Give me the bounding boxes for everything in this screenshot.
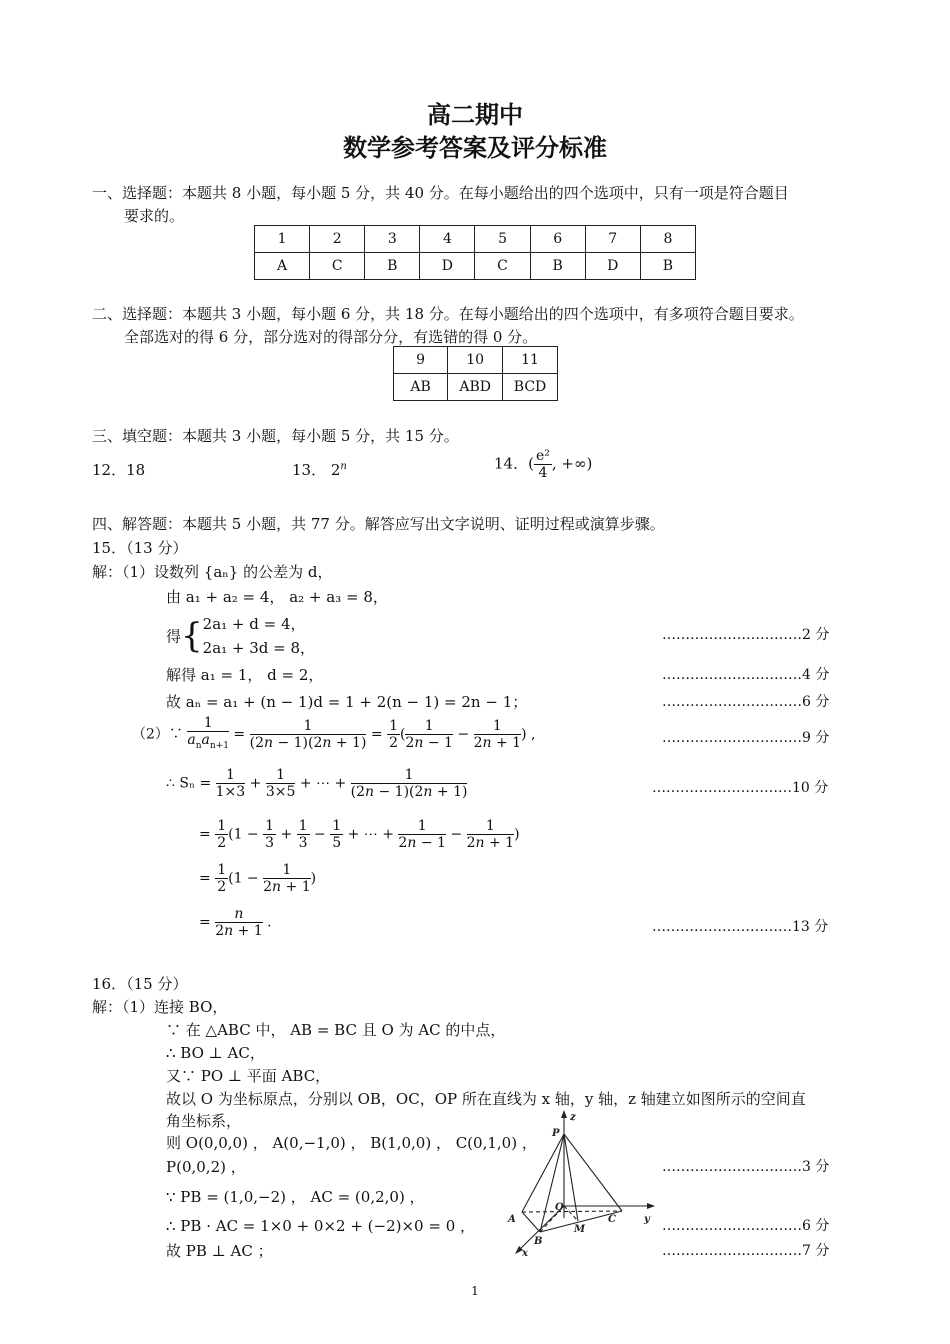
- table-cell: 8: [640, 226, 695, 253]
- score-mark: …………………………4 分: [662, 667, 830, 683]
- table-cell: 1: [255, 226, 310, 253]
- q15-simplify: = $\frac{1}{2}$ (1 − $\frac{1}{2n + 1}$ ): [199, 862, 317, 895]
- page-title: 高二期中: [427, 101, 523, 129]
- page-subtitle: 数学参考答案及评分标准: [343, 134, 607, 162]
- q13-exp: n: [340, 461, 347, 472]
- q13-answer: [292, 459, 347, 480]
- q15-sn-label: ∴ Sₙ =: [166, 775, 212, 792]
- fig-label-B: B: [534, 1236, 543, 1247]
- score-mark: …………………………13 分: [652, 919, 829, 935]
- table-cell: B: [365, 253, 420, 280]
- fig-label-y: y: [644, 1214, 650, 1225]
- q12-answer: 12．18: [92, 461, 146, 479]
- pyramid-figure: [500, 1108, 660, 1258]
- table-cell: A: [255, 253, 310, 280]
- q16-header: 16．（15 分）: [92, 975, 188, 993]
- table-cell: 4: [420, 226, 475, 253]
- table-cell: 7: [585, 226, 640, 253]
- q14-answer: [494, 448, 592, 481]
- table-cell: B: [640, 253, 695, 280]
- table-row: [394, 374, 558, 401]
- q15-part2-label: （2）∵: [132, 726, 183, 743]
- q15-general-term: 故 aₙ = a₁ + (n − 1)d = 1 + 2(n − 1) = 2n − 1；: [166, 693, 528, 711]
- q14-label: 14．: [494, 454, 529, 473]
- q15-de: 得: [166, 627, 182, 646]
- q14-denominator: 4: [538, 465, 548, 481]
- q16-line8: ∵ PB = (1,0,−2) ， AC = (0,2,0) ，: [166, 1188, 425, 1206]
- q16-line2: ∴ BO ⊥ AC，: [166, 1044, 265, 1062]
- fig-label-x: x: [522, 1248, 528, 1258]
- section2-line2: 全部选对的得 6 分，部分选对的得部分分，有选错的得 0 分。: [124, 328, 538, 346]
- arrow-right-icon: [647, 1203, 655, 1209]
- table-cell: 5: [475, 226, 530, 253]
- table-cell: D: [585, 253, 640, 280]
- fig-label-P: P: [552, 1128, 560, 1139]
- brace-icon: {: [181, 616, 203, 656]
- arrow-up-icon: [561, 1110, 567, 1118]
- q16-line3: 又∵ PO ⊥ 平面 ABC，: [166, 1067, 331, 1085]
- section4-line1: 四、解答题：本题共 5 小题，共 77 分。解答应写出文字说明、证明过程或演算步骤。: [92, 515, 665, 533]
- score-mark: …………………………6 分: [662, 694, 830, 710]
- table-cell: B: [530, 253, 585, 280]
- q16-jie: 解：（1）连接 BO，: [92, 998, 228, 1016]
- table-cell: 11: [503, 347, 558, 374]
- answer-table-mc: [254, 225, 696, 280]
- table-cell: 2: [310, 226, 365, 253]
- q14-numerator: e²: [535, 448, 550, 464]
- q15-system-eq1: 2a₁ + d = 4，: [202, 615, 306, 633]
- q15-solve: 解得 a₁ = 1， d = 2，: [166, 666, 324, 684]
- q15-jie: 解：（1）设数列 {aₙ} 的公差为 d，: [92, 563, 333, 581]
- table-cell: 9: [394, 347, 448, 374]
- q16-line4: 故以 O 为坐标原点，分别以 OB，OC，OP 所在直线为 x 轴，y 轴，z 轴建立如图所示的空间直: [166, 1090, 806, 1108]
- q15-result: = $\frac{n}{2n + 1}$ .: [199, 906, 272, 939]
- score-mark: …………………………2 分: [662, 627, 830, 643]
- section1-line2: 要求的。: [124, 207, 185, 225]
- q13-label: 13．: [292, 461, 327, 479]
- fig-label-C: C: [608, 1214, 616, 1225]
- q14-fraction: [534, 448, 552, 481]
- q15-telescoping: = $\frac{1}{2}$ (1 − $\frac{1}{3}$ + $\frac{1}{3}$ − $\frac{1}{5}$ + ⋯ + $\frac{1}{2n - 1}$ − $\frac{1}{2n + 1}$ ): [199, 818, 520, 851]
- q16-line6: 则 O(0,0,0) ， A(0,−1,0) ， B(1,0,0) ， C(0,1,0) ，: [166, 1134, 537, 1152]
- q14-rest: , +∞): [551, 454, 593, 473]
- table-row: [394, 347, 558, 374]
- table-cell: BCD: [503, 374, 558, 401]
- q15-part2-formula: （2）∵ $\frac{1}{a_na_{n+1}}$ = $\frac{1}{(2n - 1)(2n + 1)}$ = $\frac{1}{2}$ ( $\frac{1}{2n - 1}$ − $\frac{1}{2n + 1}$ ) ,: [132, 715, 536, 751]
- q16-line9: ∴ PB · AC = 1×0 + 0×2 + (−2)×0 = 0 ，: [166, 1217, 476, 1235]
- table-cell: 6: [530, 226, 585, 253]
- q13-base: 2: [330, 461, 341, 479]
- table-cell: 10: [448, 347, 503, 374]
- q16-line5: 角坐标系，: [166, 1112, 242, 1130]
- table-row: [255, 226, 696, 253]
- q16-line10: 故 PB ⊥ AC ；: [166, 1242, 273, 1260]
- q15-header: 15．（13 分）: [92, 539, 188, 557]
- score-mark: …………………………10 分: [652, 780, 829, 796]
- table-cell: ABD: [448, 374, 503, 401]
- q14-open-paren: (: [528, 454, 534, 473]
- table-cell: 3: [365, 226, 420, 253]
- q16-line7: P(0,0,2) ，: [166, 1158, 246, 1176]
- fig-label-O: O: [555, 1202, 564, 1213]
- table-row: [255, 253, 696, 280]
- q15-sum-formula: ∴ Sₙ = $\frac{1}{1\times 3}$ + $\frac{1}{3\times 5}$ + ⋯ + $\frac{1}{(2n - 1)(2n + 1)}$: [166, 767, 468, 800]
- q15-system: [166, 612, 315, 660]
- section2-line1: 二、选择题：本题共 3 小题，每小题 6 分，共 18 分。在每小题给出的四个选项中，有多项符合题目要求。: [92, 305, 804, 323]
- fig-label-A: A: [508, 1214, 516, 1225]
- page-number: 1: [471, 1284, 479, 1298]
- section3-line1: 三、填空题：本题共 3 小题，每小题 5 分，共 15 分。: [92, 427, 459, 445]
- q15-system-eq2: 2a₁ + 3d = 8，: [202, 639, 316, 657]
- table-cell: D: [420, 253, 475, 280]
- table-cell: C: [475, 253, 530, 280]
- fig-label-M: M: [574, 1224, 586, 1235]
- answer-table-multi: [393, 346, 558, 401]
- table-cell: C: [310, 253, 365, 280]
- q16-line1: ∵ 在 △ABC 中， AB = BC 且 O 为 AC 的中点，: [166, 1021, 506, 1039]
- section1-line1: 一、选择题：本题共 8 小题，每小题 5 分，共 40 分。在每小题给出的四个选项中，只有一项是符合题目: [92, 184, 789, 202]
- score-mark: …………………………6 分: [662, 1218, 830, 1234]
- score-mark: …………………………9 分: [662, 730, 830, 746]
- fig-label-z: z: [570, 1112, 576, 1123]
- score-mark: …………………………7 分: [662, 1243, 830, 1259]
- q15-given: 由 a₁ + a₂ = 4， a₂ + a₃ = 8，: [166, 588, 388, 606]
- score-mark: …………………………3 分: [662, 1159, 830, 1175]
- table-cell: AB: [394, 374, 448, 401]
